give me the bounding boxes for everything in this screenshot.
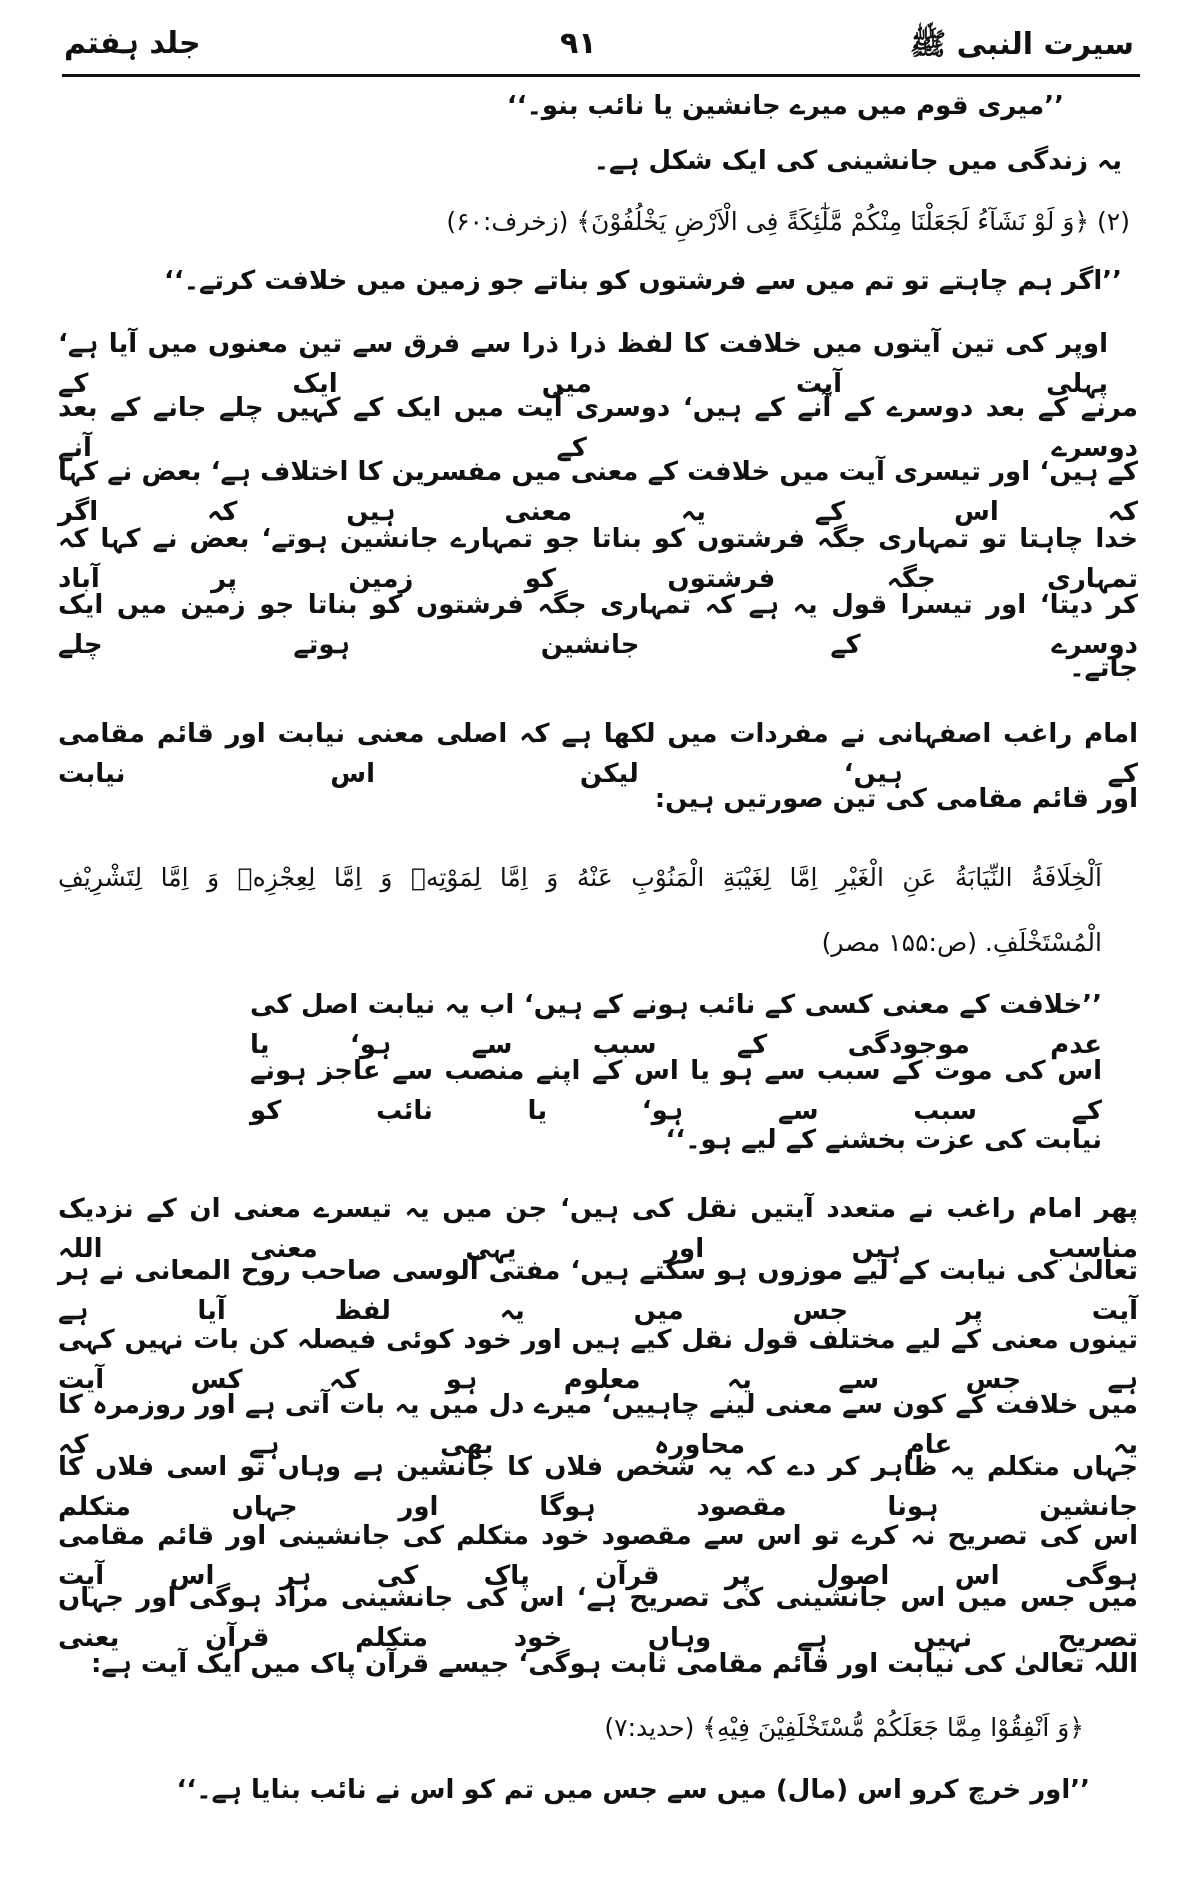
translation-line: نیابت کی عزت بخشنے کے لیے ہو۔‘‘ bbox=[665, 1125, 1102, 1155]
paragraph-line: اور قائم مقامی کی تین صورتیں ہیں: bbox=[654, 784, 1138, 814]
text-line: یہ زندگی میں جانشینی کی ایک شکل ہے۔ bbox=[593, 146, 1122, 176]
quran-verse: (۲) ﴿وَ لَوْ نَشَآءُ لَجَعَلْنَا مِنْكُمْ مَّلٰٓئِكَةً فِی الْاَرْضِ یَخْلُفُوْنَ﴾ (زخرف:۶۰) bbox=[446, 207, 1130, 236]
paragraph-line: امام راغب اصفہانی نے مفردات میں لکھا ہے کہ اصلی معنی نیابت اور قائم مقامی کے ہیں‘ لیکن اس نیابت bbox=[58, 719, 1138, 789]
book-title: سیرت النبی ﷺ bbox=[909, 27, 1134, 62]
translation-line: ’’اور خرچ کرو اس (مال) میں سے جس میں تم کو اس نے نائب بنایا ہے۔‘‘ bbox=[176, 1775, 1090, 1805]
paragraph-line: اوپر کی تین آیتوں میں خلافت کا لفظ ذرا ذرا سے فرق سے تین معنوں میں آیا ہے‘ پہلی آیت میں ایک کے bbox=[58, 329, 1108, 399]
translation-line: ’’اگر ہم چاہتے تو تم میں سے فرشتوں کو بناتے جو زمین میں خلافت کرتے۔‘‘ bbox=[164, 266, 1122, 296]
paragraph-line: مرنے کے بعد دوسرے کے آنے کے ہیں‘ دوسری آیت میں ایک کے کہیں چلے جانے کے بعد دوسرے کے آنے bbox=[58, 393, 1138, 463]
page-number: ۹۱ bbox=[560, 26, 597, 61]
paragraph-line: کر دیتا‘ اور تیسرا قول یہ ہے کہ تمہاری جگہ فرشتوں کو بناتا جو زمین میں ایک دوسرے کے جانشین ہوتے چلے bbox=[58, 590, 1138, 660]
paragraph-line: میں خلافت کے کون سے معنی لینے چاہییں‘ میرے دل میں یہ بات آتی ہے اور روزمرہ کا یہ عام محاورہ بھی ہے کہ bbox=[58, 1390, 1138, 1460]
paragraph-line: تعالیٰ کی نیابت کے لیے موزوں ہو سکتے ہیں‘ مفتی آلوسی صاحب روح المعانی نے ہر آیت پر جس میں یہ لفظ آیا ہے bbox=[58, 1256, 1138, 1326]
quran-verse: ﴿وَ اَنْفِقُوْا مِمَّا جَعَلَكُمْ مُّسْتَخْلَفِیْنَ فِیْهِ﴾ (حدید:۷) bbox=[604, 1713, 1084, 1742]
arabic-quote-line: اَلْخِلَافَةُ النِّیَابَةُ عَنِ الْغَیْرِ اِمَّا لِغَیْبَةِ الْمَنُوْبِ عَنْهُ وَ اِمَّا لِمَوْتِهٖ وَ اِمَّا لِعِجْزِهٖ وَ اِمَّا لِتَشْرِیْفِ bbox=[58, 863, 1102, 892]
paragraph-line: اللہ تعالیٰ کی نیابت اور قائم مقامی ثابت ہوگی‘ جیسے قرآن پاک میں ایک آیت ہے: bbox=[91, 1649, 1138, 1679]
paragraph-line: اس کی تصریح نہ کرے تو اس سے مقصود خود متکلم کی جانشینی اور قائم مقامی ہوگی اس اصول پر قرآن پاک کی ہر اس آیت bbox=[58, 1521, 1138, 1591]
arabic-quote-line: الْمُسْتَخْلَفِ. (ص:۱۵۵ مصر) bbox=[821, 928, 1102, 957]
translation-line: اس کی موت کے سبب سے ہو یا اس کے اپنے منصب سے عاجز ہونے کے سبب سے ہو‘ یا نائب کو bbox=[250, 1056, 1102, 1126]
volume-label: جلد ہفتم bbox=[64, 26, 201, 61]
paragraph-line: جاتے۔ bbox=[1069, 653, 1138, 683]
paragraph-line: جہاں متکلم یہ ظاہر کر دے کہ یہ شخص فلاں کا جانشین ہے وہاں تو اسی فلاں کا جانشین ہونا مقصود ہوگا اور جہاں متکلم bbox=[58, 1452, 1138, 1522]
paragraph-line: پھر امام راغب نے متعدد آیتیں نقل کی ہیں‘ جن میں یہ تیسرے معنی ان کے نزدیک مناسب ہیں اور یہی معنی اللہ bbox=[58, 1194, 1138, 1264]
paragraph-line: تینوں معنی کے لیے مختلف قول نقل کیے ہیں اور خود کوئی فیصلہ کن بات نہیں کہی ہے جس سے یہ معلوم ہو کہ کس آیت bbox=[58, 1325, 1138, 1395]
paragraph-line: کے ہیں‘ اور تیسری آیت میں خلافت کے معنی میں مفسرین کا اختلاف ہے‘ بعض نے کہا کہ اس کے یہ معنی ہیں کہ اگر bbox=[58, 457, 1138, 527]
paragraph-line: میں جس میں اس جانشینی کی تصریح ہے‘ اس کی جانشینی مراد ہوگی اور جہاں تصریح نہیں ہے وہاں خود متکلم قرآن یعنی bbox=[58, 1583, 1138, 1653]
header-divider bbox=[62, 74, 1140, 77]
translation-line: ’’خلافت کے معنی کسی کے نائب ہونے کے ہیں‘ اب یہ نیابت اصل کی عدم موجودگی کے سبب سے ہو‘ یا bbox=[250, 990, 1102, 1060]
paragraph-line: خدا چاہتا تو تمہاری جگہ فرشتوں کو بناتا جو تمہارے جانشین ہوتے‘ بعض نے کہا کہ تمہاری جگہ فرشتوں کو زمین پر آباد bbox=[58, 524, 1138, 594]
quote-line: ’’میری قوم میں میرے جانشین یا نائب بنو۔‘‘ bbox=[506, 91, 1064, 121]
